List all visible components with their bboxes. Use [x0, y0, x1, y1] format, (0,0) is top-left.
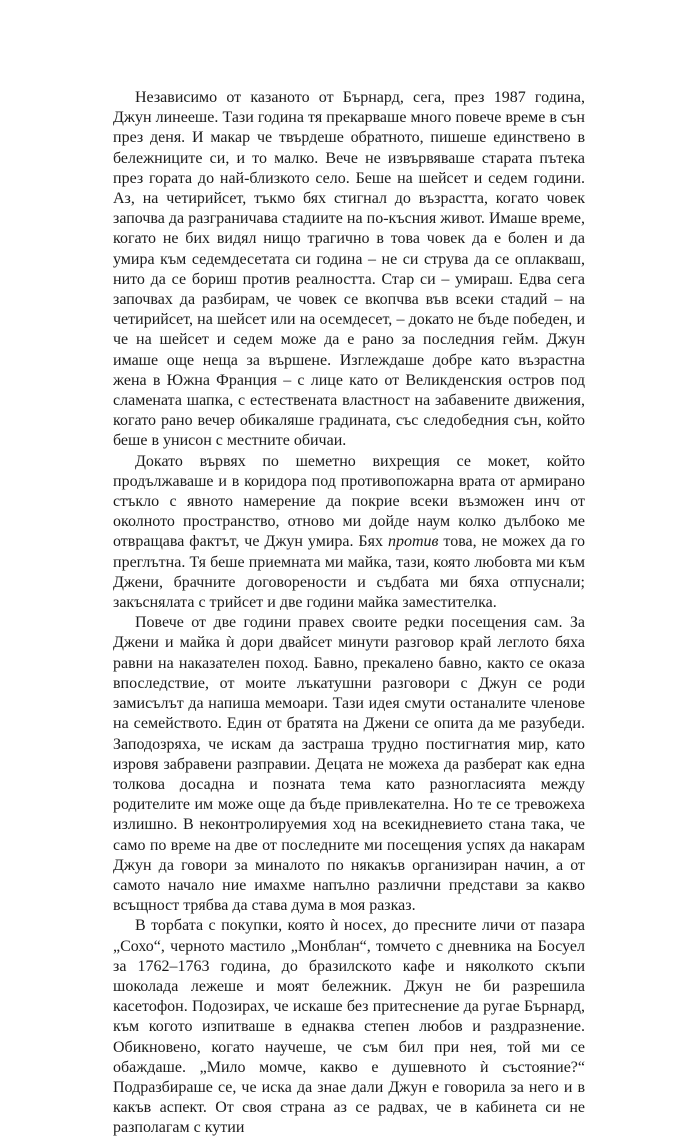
paragraph-2-italic-word: против [387, 533, 439, 551]
paragraph-3: Повече от две години правех своите редки посещения сам. За Джени и майка ѝ дори двайсет минути разговор край леглото бяха равни на наказателен поход. Бавно, прекалено бавно, както се оказа впоследствие, от моите лъкатушни разговори с Джун се роди замисълът да напиша мемоари. Тази идея смути останалите членове на семейството. Един от братята на Джени се опита да ме разубеди. Заподозряха, че искам да застраша трудно постигнатия мир, като изровя забравени разправии. Децата не можеха да разберат как една толкова досадна и позната тема като разногласията между родителите им може още да бъде привлекателна. Но те се тревожеха излишно. В неконтролируемия ход на всекидневието стана така, че само по време на две от последните ми посещения успях да накарам Джун да говори за миналото по някакъв организиран начин, а от самото начало ние имахме напълно различни представи за какво всъщност трябва да става дума в моя разказ. [113, 614, 585, 915]
paragraph-1: Независимо от казаното от Бърнард, сега, през 1987 година, Джун линееше. Тази година тя прекарваше много повече време в сън през деня. И макар че твърдеше обратното, пишеше единствено в бележниците си, и то малко. Вече не извървяваше старата пътека през гората до най-близкото село. Беше на шейсет и седем години. Аз, на четирийсет, тъкмо бях стигнал до възрастта, когато човек започва да разграничава стадиите на по-късния живот. Имаше време, когато не бих видял нищо трагично в това човек да е болен и да умира към седемдесетата си година – не си струва да се оплакваш, нито да се бориш против реалността. Стар си – умираш. Едва сега започвах да разбирам, че човек се вкопчва във всеки стадий – на четирийсет, на шейсет или на осемдесет, – докато не бъде победен, и че на шейсет и седем може да е рано за последния гейм. Джун имаше още неща за вършене. Изглеждаше добре като възрастна жена в Южна Франция – с лице като от Великденския остров под сламената шапка, с естествената властност на забавените движения, когато рано вечер обикаляше градината, със следобедния сън, който беше в унисон с местните обичаи. [113, 89, 585, 450]
paragraph-2-text-before: Докато вървях по шеметно вихрещия се мокет, който продължаваше и в коридора под противопожарна врата от армирано стъкло с явното намерение да покрие всеки възможен инч от околното пространство, отново ми дойде наум колко дълбоко ме отвращава фактът, че Джун умира. Бях [113, 452, 585, 551]
paragraph-2-text-after: това, не можех да го преглътна. Тя беше приемната ми майка, тази, която любовта ми към Джени, брачните договорености и съдбата ми бяха отпуснали; закъснялата с трийсет и две години майка заместителка. [113, 533, 585, 612]
paragraph-4: В торбата с покупки, която ѝ носех, до пресните личи от пазара „Сохо“, черното мастило „Монблан“, томчето с дневника на Босуел за 1762–1763 година, до бразилското кафе и няколкото скъпи шоколада лежеше и моят бележник. Джун не би разрешила касетофон. Подозирах, че искаше без притеснение да ругае Бърнард, към когото изпитваше в еднаква степен любов и раздразнение. Обикновено, когато научеше, че съм бил при нея, той ми се обаждаше. „Мило момче, какво е душевното ѝ състояние?“ Подразбираше се, че иска да знае дали Джун е говорила за него и в какъв аспект. От своя страна аз се радвах, че в кабинета си не разполагам с кутии [113, 917, 585, 1137]
paragraph-2 [113, 452, 585, 614]
book-page [113, 88, 585, 1139]
